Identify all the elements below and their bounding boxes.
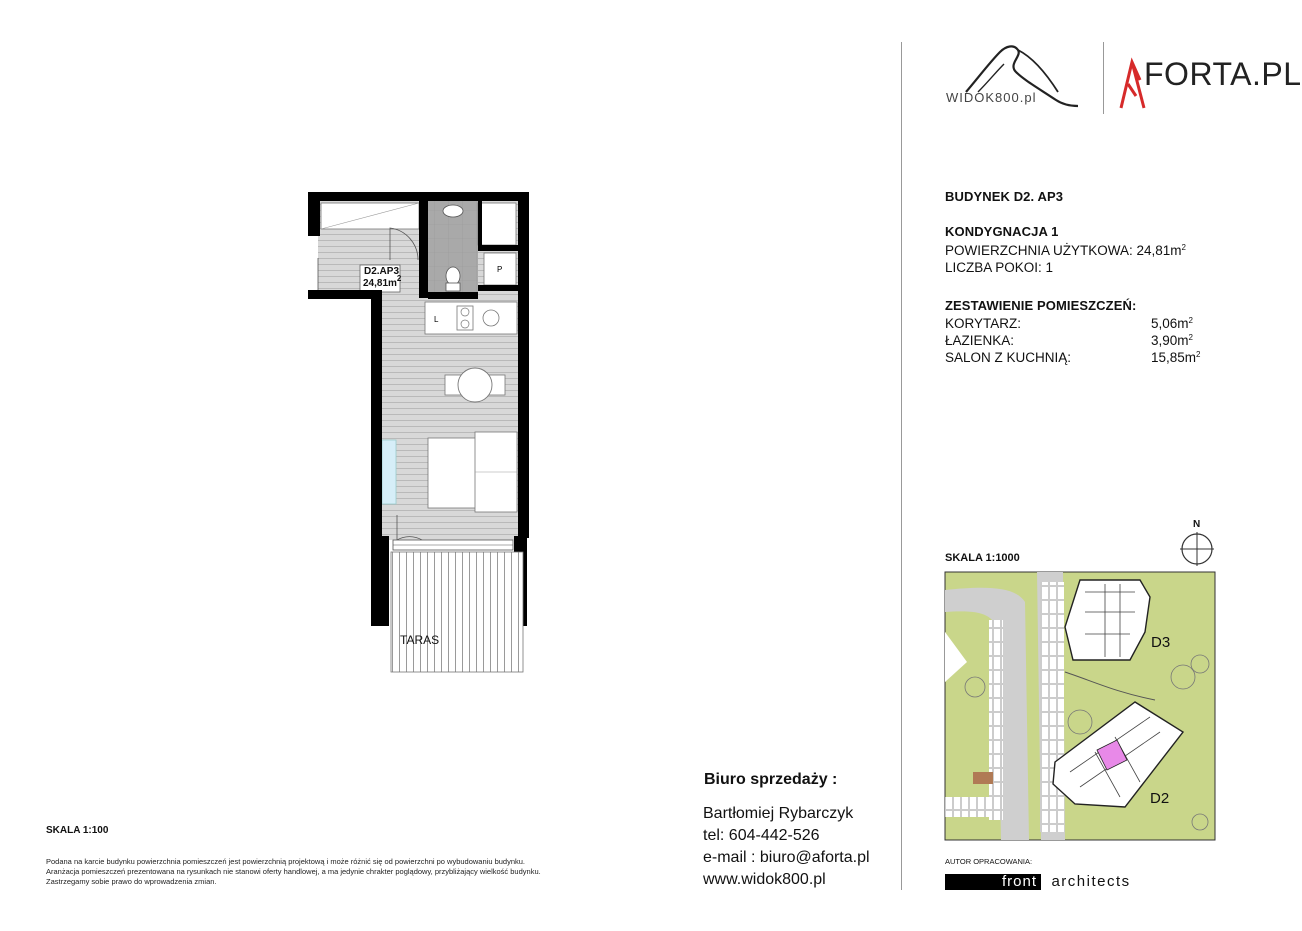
compass-icon [1180,532,1214,566]
widok800-logo-text: WIDOK800.pl [946,90,1037,105]
disclaimer-line: Aranżacja pomieszczeń prezentowana na rysunkach nie stanowi oferty handlowej, a ma jedynie chrakter poglądowy, przybliżający wielkość budynku. [46,867,541,876]
room-area: $5,06m^2$ [1151,316,1193,331]
unit-area-value: 24,81m [363,278,397,289]
dining-table [458,368,492,402]
toilet [446,267,460,285]
sales-title: Biuro sprzedaży : [704,771,838,788]
kitchen-marker: L [434,315,439,324]
room-area: $15,85m^2$ [1151,350,1201,365]
terrace [391,552,523,672]
usable-area-sup: 2 [1181,243,1186,252]
rooms-heading: ZESTAWIENIE POMIESZCZEŃ: [945,298,1137,313]
room-area: $3,90m^2$ [1151,333,1193,348]
kitchen-counter [425,302,517,334]
disclaimer-line: Podana na karcie budynku powierzchnia pomieszczeń jest powierzchnią projektową i może różnić się od powierzchni po wybudowaniu budynku. [46,857,526,866]
aforta-logo [1118,56,1302,116]
sales-website[interactable]: www.widok800.pl [703,871,826,888]
author-label: AUTOR OPRACOWANIA: [945,857,1033,866]
room-row [945,333,1193,349]
terrace-label: TARAS [400,633,440,647]
north-label: N [1193,519,1201,530]
room-row [945,316,1193,332]
usable-area [945,243,1186,259]
aforta-logo-text: FORTA.PL [1144,56,1302,92]
washbasin [443,205,463,217]
building-title: BUDYNEK D2. AP3 [945,189,1064,204]
site-plan-map [945,572,1215,840]
rooms-count: LICZBA POKOI: 1 [945,260,1054,275]
widok800-logo [938,40,1088,112]
disclaimer [46,857,606,887]
disclaimer-line: Zastrzegamy sobie prawo do wprowadzenia zmian. [46,877,217,886]
sales-name: Bartłomiej Rybarczyk [703,805,854,822]
unit-label: D2.AP3 [364,266,400,277]
room-name: SALON Z KUCHNIĄ: [945,350,1072,365]
floor-plan [300,185,540,680]
front-architects-logo [945,873,1131,889]
page-divider [901,42,902,890]
brand-front: front [945,874,1041,890]
floor-title: KONDYGNACJA 1 [945,224,1059,239]
sales-phone[interactable]: tel: 604-442-526 [703,827,820,844]
room-name: ŁAZIENKA: [945,333,1015,348]
room-name: KORYTARZ: [945,316,1022,331]
sales-email[interactable]: e-mail : biuro@aforta.pl [703,849,870,866]
unit-area [363,274,402,289]
usable-area-text: POWIERZCHNIA UŻYTKOWA: 24,81m [945,243,1182,258]
unit-area-sup: 2 [396,274,402,283]
site-label-d3: D3 [1151,634,1171,651]
site-scale-label: SKALA 1:1000 [945,552,1020,564]
storage-marker: P [497,265,503,274]
brand-architects: architects [1051,873,1131,890]
plan-scale-label: SKALA 1:100 [46,825,109,836]
site-label-d2: D2 [1150,790,1170,807]
room-row [945,350,1201,366]
logo-divider [1103,42,1104,114]
